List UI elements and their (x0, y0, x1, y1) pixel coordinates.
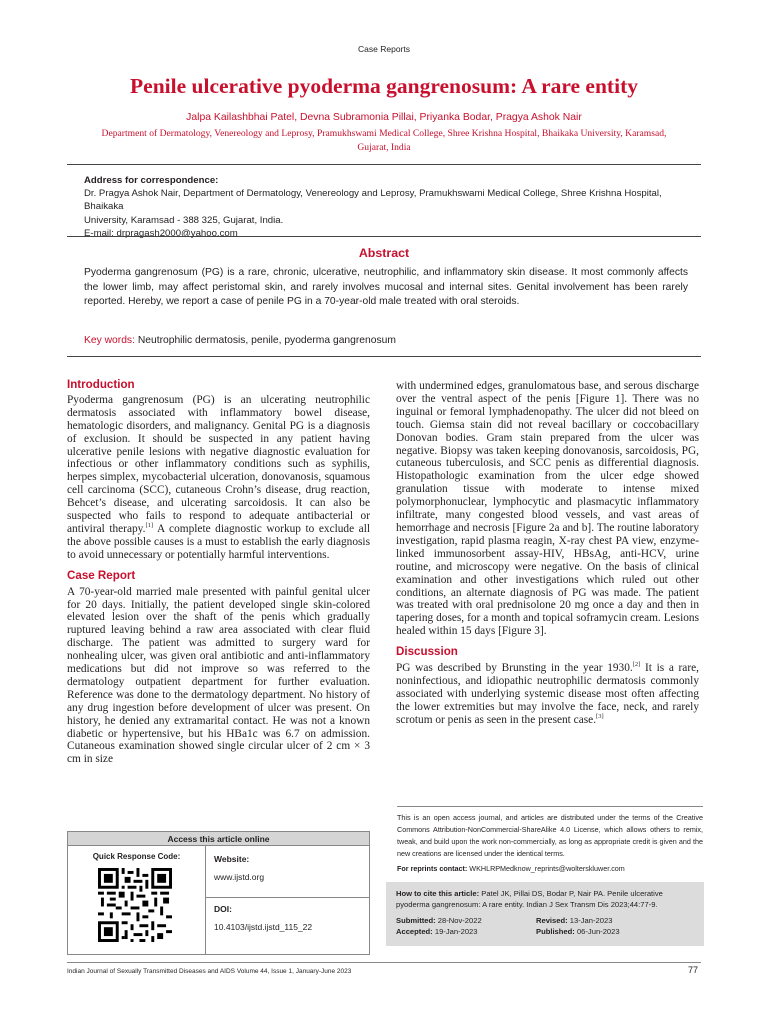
qr-panel (68, 846, 206, 954)
citation-ref: [1] (145, 522, 154, 530)
case-paragraph: A 70-year-old married male presented with painful genital ulcer for 20 days. Initially, the patient developed single skin-colored elevated lesion over the shaft of the penis which gradually ruptured leaving behind a raw area associated with clear fluid discharge. The patient was admitted to surgery ward for nonhealing ulcer, was given oral antibiotic and anti-inflammatory medications but did not improve so was referred to the dermatology outpatient department for further evaluation. Reference was done to the dermatology department. No history of any drug ingestion before development of ulcer was present. On history, he denied any extramarital contact. He was not a known diabetic or hypertensive, but his HBa1c was 6.7 on admission. Cutaneous examination showed single circular ulcer of 2 cm × 3 cm in size (67, 585, 370, 766)
intro-text-cont: A complete diagnostic workup to exclude all the above possible causes is a must to establish the early diagnosis to avoid unnecessary or potentially harmful interventions. (67, 522, 370, 561)
page-number: 77 (688, 965, 699, 975)
left-column (67, 379, 370, 766)
published-value: 06-Jun-2023 (576, 926, 620, 936)
intro-text: Pyoderma gangrenosum (PG) is an ulcerating neutrophilic dermatosis associated with inflammatory bowel disease, hematologic disorders, and malignancy. Genital PG is a diagnosis of exclusion. It should be suspected in any patient having ulcerative penile lesions with negative diagnostic evaluation for infectious or other inflammatory conditions such as syphilis, herpes simplex, mycobacterial ulceration, donovanosis, squamous cell carcinoma (SCC), cutaneous Crohn’s disease, drug reaction, Behcet’s disease, and ulcerating sarcoidosis. It can also be suspected who fails to respond to adequate antibacterial or antiviral therapy. (67, 393, 370, 535)
keywords-text: Neutrophilic dermatosis, penile, pyoderma gangrenosum (137, 335, 396, 346)
citation-body: Patel JK, Pillai DS, Bodar P, Nair PA. Penile ulcerative pyoderma gangrenosum: A rare entity. Indian J Sex Transm Dis 2023;44:77-9. (396, 889, 663, 910)
submitted-label: Submitted: (396, 915, 436, 925)
journal-footer: Indian Journal of Sexually Transmitted Diseases and AIDS Volume 44, Issue 1, January-June 2023 (67, 968, 352, 975)
citation-ref: [3] (596, 712, 604, 720)
divider (67, 356, 701, 357)
qr-label: Quick Response Code: (92, 852, 181, 861)
keywords (84, 335, 688, 346)
divider (67, 164, 701, 165)
website-link[interactable]: www.ijstd.org (214, 872, 265, 882)
revised-label: Revised: (536, 915, 568, 925)
section-heading-introduction: Introduction (67, 378, 135, 391)
correspondence-line: Dr. Pragya Ashok Nair, Department of Dermatology, Venereology and Leprosy, Pramukhswami Medical College, Shree Krishna Hospital, Bhaikaka (84, 188, 662, 213)
doi-link[interactable]: 10.4103/ijstd.ijstd_115_22 (214, 922, 313, 932)
divider (397, 806, 703, 807)
discussion-text-cont: It is a rare, noninfectious, and idiopathic neutrophilic dermatosis commonly associated with underlying systemic disease most often affecting the lower extremities but may involve the face, neck, and rarely scrotum or penis as seen in the present case. (396, 662, 699, 726)
correspondence-label: Address for correspondence: (84, 175, 219, 186)
accepted-value: 19-Jan-2023 (434, 926, 478, 936)
citation-label: How to cite this article: (396, 889, 480, 898)
section-heading-case-report: Case Report (67, 568, 136, 582)
reprints-email[interactable]: WKHLRPMedknow_reprints@wolterskluwer.com (469, 864, 625, 873)
submitted-date (396, 915, 536, 926)
submitted-value: 28-Nov-2022 (437, 915, 482, 925)
accepted-date (396, 926, 536, 937)
divider (67, 236, 701, 237)
section-heading-discussion: Discussion (396, 645, 458, 659)
revised-date (536, 915, 694, 926)
keywords-label: Key words: (84, 335, 135, 346)
discussion-text: PG was described by Brunsting in the year 1930. (396, 662, 633, 675)
doi-box (206, 898, 369, 932)
revised-value: 13-Jan-2023 (569, 915, 613, 925)
author-list: Jalpa Kailashbhai Patel, Devna Subramonia Pillai, Priyanka Bodar, Pragya Ashok Nair (186, 112, 582, 123)
access-info (206, 846, 369, 954)
access-box (67, 831, 370, 955)
citation-text (396, 888, 694, 911)
reprints-line (397, 864, 703, 873)
correspondence-block (84, 174, 694, 240)
published-date (536, 926, 694, 937)
license-text: This is an open access journal, and articles are distributed under the terms of the Creative Commons Attribution-NonCommercial-ShareAlike 4.0 License, which allows others to remix, tweak, and build upon the work non-commercially, as long as appropriate credit is given and the new creations are licensed under the identical terms. (397, 813, 703, 858)
affiliation: Department of Dermatology, Venereology and Leprosy, Pramukhswami Medical College, Shree Krishna Hospital, Bhaikaka University, Karamsad, Gujarat, India (101, 128, 667, 153)
access-header: Access this article online (68, 832, 369, 846)
right-column (396, 380, 699, 727)
reprints-label: For reprints contact: (397, 864, 468, 873)
doi-label: DOI: (214, 904, 232, 914)
abstract-text: Pyoderma gangrenosum (PG) is a rare, chronic, ulcerative, neutrophilic, and inflammatory skin disease. It most commonly affects the lower limb, may affect peristomal skin, and rarely involves mucosal and internal sites. Genital involvement has been rarely reported. Hereby, we report a case of penile PG in a 70-year-old male treated with oral steroids. (84, 267, 688, 307)
case-paragraph-continued: with undermined edges, granulomatous base, and serous discharge over the ventral aspect of the penis [Figure 1]. There was no inguinal or femoral lymphadenopathy. The ulcer did not bleed on touch. Giemsa stain did not reveal bacillary or coccobacillary Donovan bodies. Gram stain prepared from the ulcer was negative. Biopsy was taken keeping donovanosis, sarcoidosis, PG, cutaneous tuberculosis, and SCC penis as differential diagnosis. Histopathologic examination from the ulcer edge showed granulation tissue with moderate to intense mixed polymorphonuclear, lymphocytic and plasmacytic inflammatory infiltrate, many congested blood vessels, and vast areas of hemorrhage and necrosis [Figure 2a and b]. The routine laboratory investigation, rapid plasma reagin, X-ray chest PA view, enzyme-linked immunosorbent assay-HIV, HBsAg, anti-HCV, urine routine, and microscopy were negative. On the basis of clinical examination and other investigations which ruled out other conditions, an alternate diagnosis of PG was made. The patient was treated with oral prednisolone 20 mg once a day and then in tapering doses, for a month and topical soframycin cream. Lesions healed within 15 days [Figure 3]. (396, 380, 699, 638)
section-label: Case Reports (358, 44, 410, 54)
intro-paragraph (67, 394, 370, 562)
abstract-heading: Abstract (358, 246, 410, 260)
footer-divider (67, 962, 701, 963)
article-dates (396, 915, 694, 938)
published-label: Published: (536, 926, 575, 936)
correspondence-email: E-mail: drpragash2000@yahoo.com (84, 227, 238, 239)
accepted-label: Accepted: (396, 926, 433, 936)
website-label: Website: (214, 854, 250, 864)
qr-code-icon[interactable] (98, 868, 172, 942)
website-box (206, 846, 369, 898)
citation-box (386, 882, 704, 946)
discussion-paragraph (396, 662, 699, 727)
correspondence-line: University, Karamsad - 388 325, Gujarat, India. (84, 214, 284, 226)
article-title: Penile ulcerative pyoderma gangrenosum: A rare entity (130, 74, 638, 98)
citation-ref: [2] (632, 661, 641, 669)
